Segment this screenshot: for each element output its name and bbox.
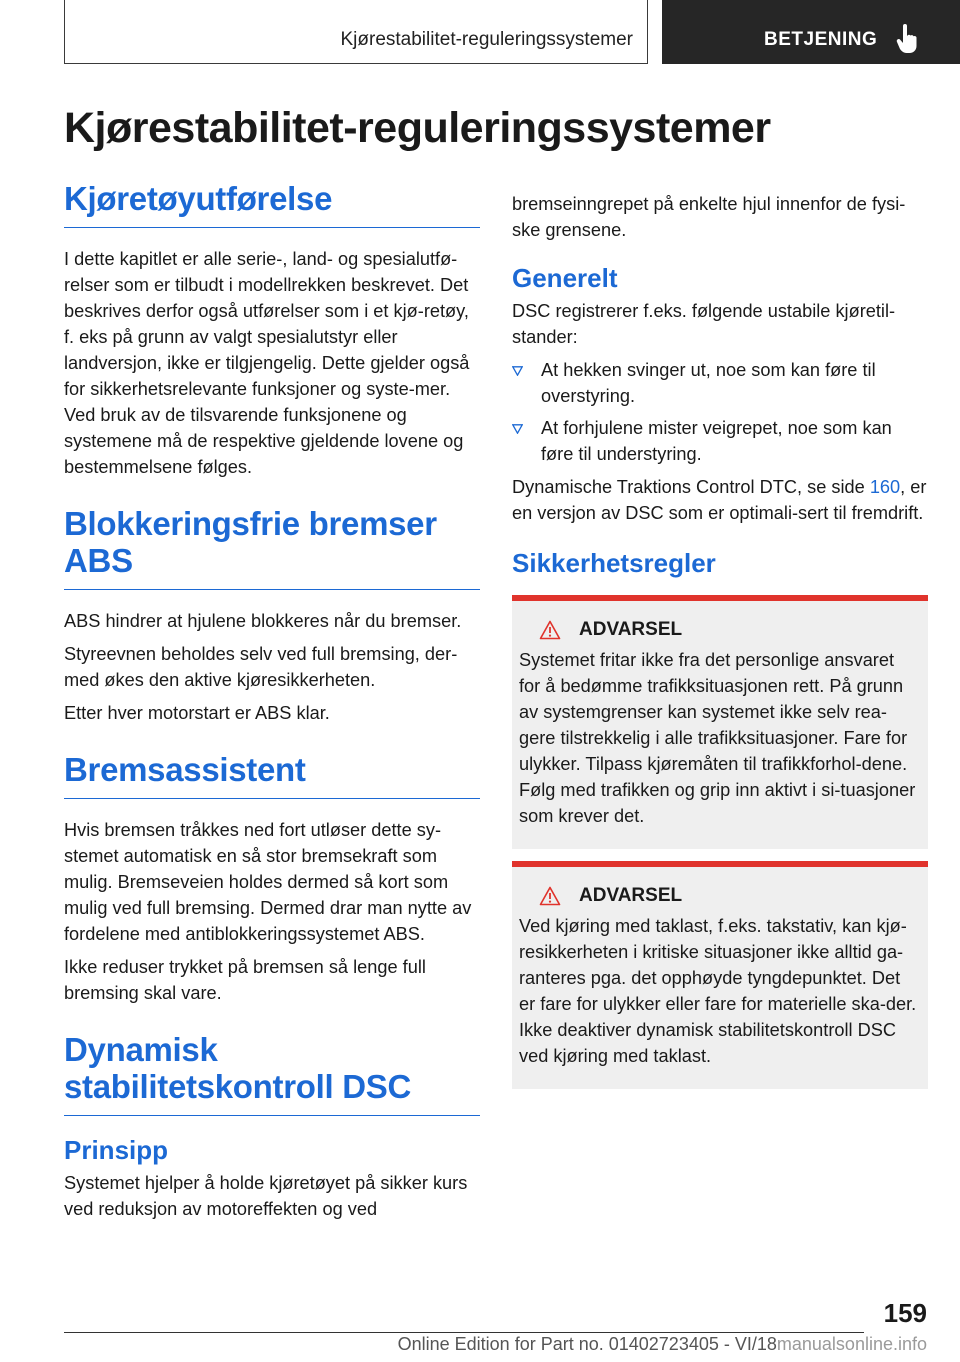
section-heading-abs (64, 505, 480, 579)
bullet-list (512, 357, 928, 467)
warning-triangle-icon (539, 620, 561, 640)
section-heading-wrap (64, 505, 480, 590)
subheading-general: Generelt (512, 263, 618, 293)
paragraph: Hvis bremsen tråkkes ned fort utløser dette sy-stemet automatisk en så stor bremsekraft som mulig. Bremseveien holdes dermed så kort som mulig ved full bremsing. Dermed drar man nytte av fordelene med antiblokkeringssystemet ABS. (64, 820, 472, 944)
warning-header (539, 619, 920, 641)
section-heading-wrap (64, 180, 480, 228)
list-item-text: At forhjulene mister veigrepet, noe som kan føre til understyring. (541, 418, 892, 464)
footer-text: Online Edition for Part no. 01402723405 - VI/18 (397, 1334, 777, 1354)
paragraph: I dette kapitlet er alle serie-, land- og spesialutfø-relser som er tilbudt i modellrekken beskrevet. Det beskrives derfor også utførelser som i et kjø-retøy, f. eks på grunn av valgt spesialutstyr eller landversjon, ikke er tilgjengelig. Dette gjelder også for sikkerhetsrelevante funksjoner og syste-mer. Ved bruk av de tilsvarende funksjonene og systemene må de respektive gjeldende lovene og bestemmelsene følges. (64, 249, 470, 477)
warning-text: Ved kjøring med taklast, f.eks. takstativ, kan kjø-resikkerheten i kritiske situasjoner ikke alltid ga-ranteres pga. det opphøyde tyngdepunktet. Det er fare for ulykker eller fare for materielle ska-der. Ikke deaktiver dynamisk stabilitetskontroll DSC ved kjøring med taklast. (519, 916, 917, 1066)
paragraph: DSC registrerer f.eks. følgende ustabile kjøretil-stander: (512, 301, 896, 347)
paragraph: Systemet hjelper å holde kjøretøyet på sikker kurs ved reduksjon av motoreffekten og ved (64, 1173, 468, 1219)
header-chapter-title: BETJENING (764, 29, 878, 50)
hand-pointer-icon (896, 24, 920, 54)
warning-label: ADVARSEL (579, 885, 683, 906)
footer-watermark: manualsonline.info (776, 1334, 927, 1354)
header-chapter-box (662, 0, 960, 64)
warning-box (512, 861, 928, 1089)
paragraph: bremseinngrepet på enkelte hjul innenfor de fysi-ske grensene. (512, 194, 906, 240)
section-heading-vehicle-version: Kjøretøyutførelse (64, 180, 333, 217)
warning-box (512, 595, 928, 849)
list-item (512, 357, 928, 409)
header-section-title: Kjørestabilitet-reguleringssystemer (340, 29, 633, 50)
heading-line: Blokkeringsfrie bremser (64, 505, 437, 542)
left-column (64, 180, 480, 1229)
section-heading-dsc (64, 1031, 480, 1105)
heading-line: stabilitetskontroll DSC (64, 1068, 411, 1105)
heading-line: Dynamisk (64, 1031, 218, 1068)
warning-triangle-icon (539, 886, 561, 906)
paragraph (512, 474, 928, 526)
paragraph: ABS hindrer at hjulene blokkeres når du bremser. (64, 611, 462, 631)
warning-header (539, 885, 920, 907)
right-column (512, 191, 928, 1089)
section-heading-brake-assist: Bremsassistent (64, 751, 306, 788)
section-heading-wrap (64, 751, 480, 799)
page-reference-link[interactable]: 160 (869, 477, 901, 497)
paragraph: Ikke reduser trykket på bremsen så lenge full bremsing skal vare. (64, 957, 426, 1003)
header-section-box (64, 0, 648, 64)
triangle-bullet-icon (512, 424, 523, 434)
page-number: 159 (883, 1298, 927, 1328)
list-item (512, 415, 928, 467)
section-heading-wrap (64, 1031, 480, 1116)
footer-divider (64, 1332, 864, 1333)
heading-line: ABS (64, 542, 133, 579)
warning-label: ADVARSEL (579, 619, 683, 640)
text-span: , er en versjon av DSC som er optimali-sert til fremdrift. (512, 477, 927, 523)
text-span: Dynamische Traktions Control DTC, se side (512, 477, 870, 497)
footer-edition (398, 1334, 927, 1355)
warning-text: Systemet fritar ikke fra det personlige ansvaret for å bedømme trafikksituasjonen rett. På grunn av systemgrenser kan systemet ikke selv rea-gere tilstrekkelig i alle trafikksituasjoner. Fare for ulykker. Tilpass kjøremåten til trafikkforhol-dene. Følg med trafikken og grip inn aktivt i si-tuasjoner som krever det. (519, 650, 916, 826)
paragraph: Styreevnen beholdes selv ved full bremsing, der-med økes den aktive kjøresikkerheten. (64, 644, 458, 690)
list-item-text: At hekken svinger ut, noe som kan føre til overstyring. (541, 360, 876, 406)
subheading-principle: Prinsipp (64, 1135, 169, 1165)
page-title: Kjørestabilitet-reguleringssystemer (64, 104, 771, 152)
triangle-bullet-icon (512, 366, 523, 376)
subheading-safety-rules: Sikkerhetsregler (512, 548, 716, 578)
paragraph: Etter hver motorstart er ABS klar. (64, 703, 330, 723)
